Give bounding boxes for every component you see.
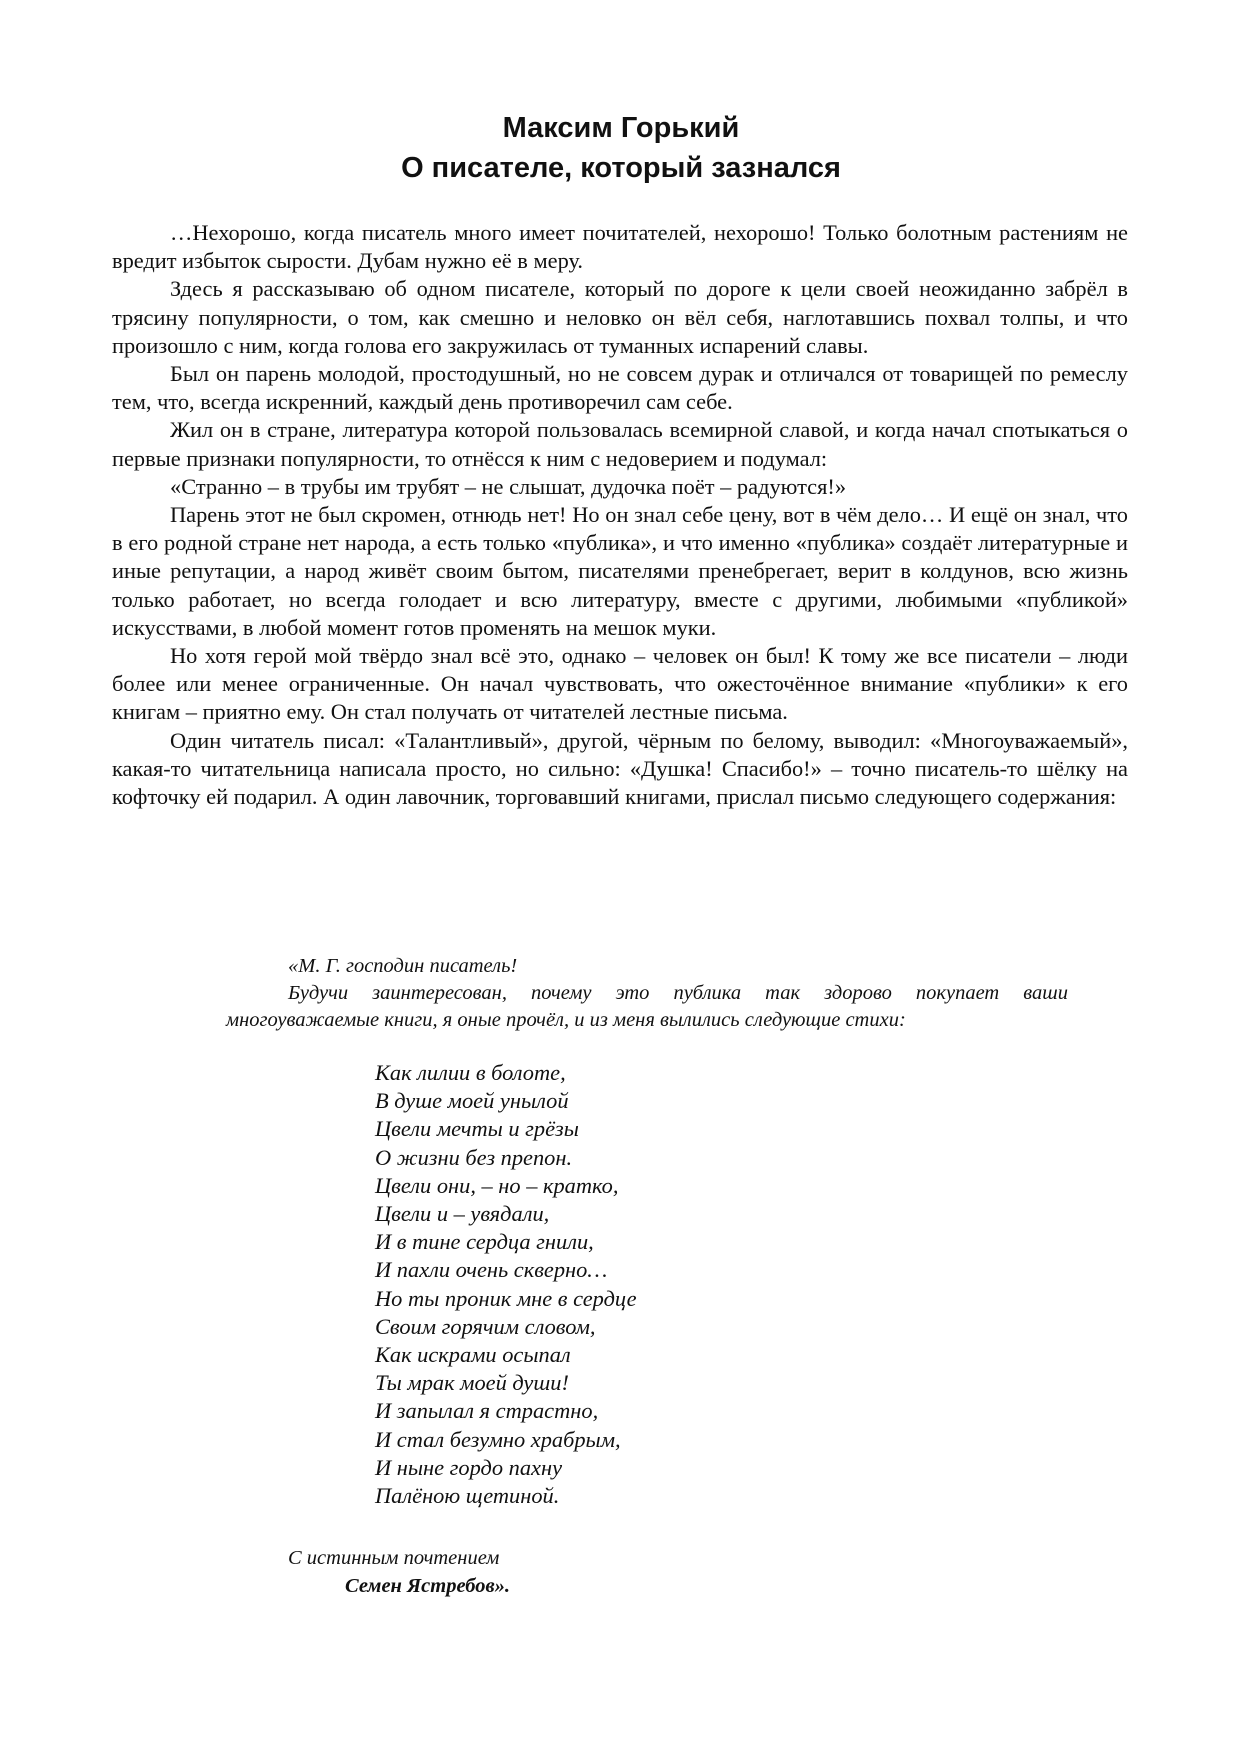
poem-line: Цвели и – увядали, [375,1201,550,1227]
story-body [112,219,1128,811]
poem-line: Ты мрак моей души! [375,1370,569,1396]
poem-line: И ныне гордо пахну [375,1454,563,1480]
poem-line: И в тине сердца гнили, [375,1229,594,1255]
paragraph: Жил он в стране, литература которой пользовалась всемирной славой, и когда начал спотыкаться о первые признаки популярности, то отнёсся к ним с недоверием и подумал: [112,417,1128,471]
poem-line: Своим горячим словом, [375,1313,596,1339]
paragraph: …Нехорошо, когда писатель много имеет почитателей, нехорошо! Только болотным растениям не вредит избыток сырости. Дубам нужно её в меру. [112,220,1128,274]
poem [375,1059,637,1510]
poem-line: Как искрами осыпал [375,1342,571,1368]
poem-line: О жизни без препон. [375,1144,573,1170]
paragraph: Один читатель писал: «Талантливый», другой, чёрным по белому, выводил: «Многоуважаемый», какая-то читательница написала просто, но сильно: «Душка! Спасибо!» – точно писатель-то шёлку на кофточку ей подарил. А один лавочник, торговавший книгами, прислал письмо следующего содержания: [112,727,1128,810]
poem-line: И стал безумно храбрым, [375,1426,621,1452]
title-block [0,108,1242,188]
letter-salutation: «М. Г. господин писатель! [288,955,518,977]
poem-line: Как лилии в болоте, [375,1060,566,1085]
poem-line: И пахли очень скверно… [375,1257,608,1283]
poem-line: Цвели мечты и грёзы [375,1116,579,1142]
poem-line: Палёною щетиной. [375,1483,560,1509]
letter-closing: С истинным почтением [288,1547,500,1569]
paragraph: Здесь я рассказываю об одном писателе, который по дороге к цели своей неожиданно забрёл в трясину популярности, о том, как смешно и неловко он вёл себя, наглотавшись похвал толпы, и что произошло с ним, когда голова его закружилась от туманных испарений славы. [112,276,1128,358]
poem-line: И запылал я страстно, [375,1398,599,1424]
paragraph: Парень этот не был скромен, отнюдь нет! Но он знал себе цену, вот в чём дело… И ещё он знал, что в его родной стране нет народа, а есть только «публика», и что именно «публика» создаёт литературные и иные репутации, а народ живёт своим бытом, писателями пренебрегает, верит в колдунов, всю жизнь только работает, но всегда голодает и всю литературу, вместе с другими, любимыми «публикой» искусствами, в любой момент готов променять на мешок муки. [112,502,1128,640]
paragraph: «Странно – в трубы им трубят – не слышат, дудочка поёт – радуются!» [170,473,847,499]
paragraph: Но хотя герой мой твёрдо знал всё это, однако – человек он был! К тому же все писатели – люди более или менее ограниченные. Он начал чувствовать, что ожесточённое внимание «публики» к его книгам – приятно ему. Он стал получать от читателей лестные письма. [112,643,1128,725]
poem-line: Но ты проник мне в сердце [375,1285,637,1311]
letter-intro: Будучи заинтересован, почему это публика так здорово покупает ваши многоуважаемые книги, я оные прочёл, и из меня вылились следующие стихи: [226,982,1068,1031]
story-title: О писателе, который зазнался [401,152,841,184]
paragraph: Был он парень молодой, простодушный, но не совсем дурак и отличался от товарищей по ремеслу тем, что, всегда искренний, каждый день противоречил сам себе. [112,361,1128,415]
poem-line: В душе моей унылой [375,1088,569,1114]
letter-signature: Семен Ястребов». [345,1575,511,1597]
author-name: Максим Горький [502,112,740,144]
poem-line: Цвели они, – но – кратко, [375,1172,619,1198]
